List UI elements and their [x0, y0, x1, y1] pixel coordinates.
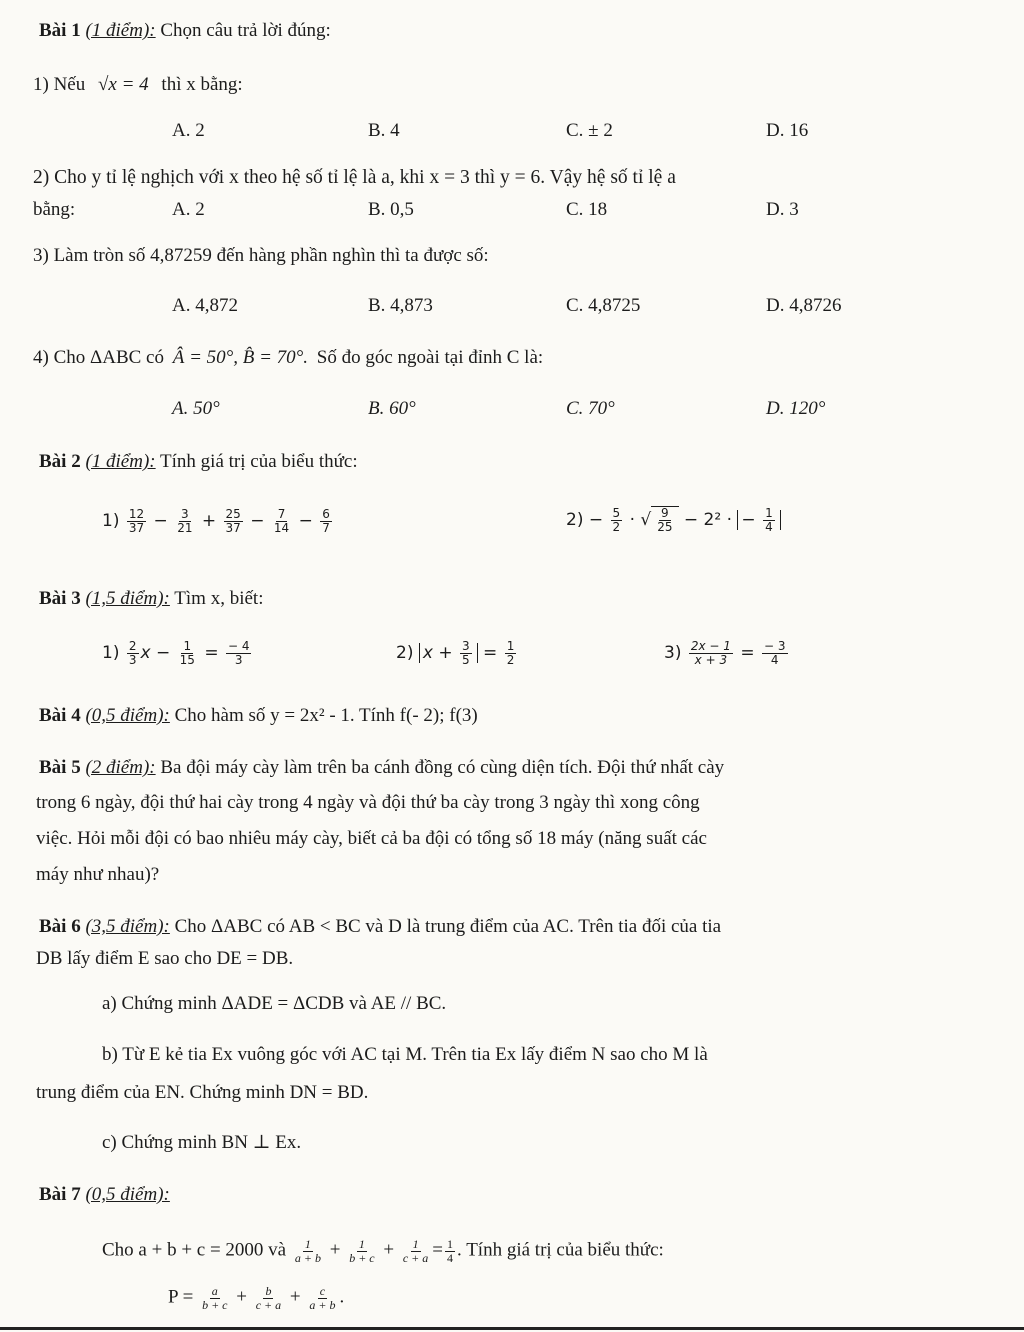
b5-text: Ba đội máy cày làm trên ba cánh đồng có cùng diện tích. Đội thứ nhất cày [160, 757, 725, 778]
den: 3 [128, 652, 137, 667]
op: − [250, 511, 265, 532]
fraction [200, 1285, 229, 1311]
den: c + a [255, 1297, 282, 1312]
b5-line3: việc. Hỏi mỗi đội có bao nhiêu máy cày, biết cả ba đội có tổng số 18 máy (năng suất các [36, 828, 707, 849]
den: 25 [657, 519, 673, 534]
den: 21 [177, 520, 193, 535]
fraction [272, 508, 291, 534]
den: 2 [506, 652, 515, 667]
fraction [505, 640, 517, 666]
num: 2x − 1 [690, 639, 731, 653]
b2-heading [39, 451, 358, 474]
op: − [155, 643, 171, 664]
op: + [236, 1286, 247, 1308]
den: 5 [461, 652, 470, 667]
label: 1) [102, 511, 120, 532]
b4-score: (0,5 điểm): [85, 705, 170, 726]
fraction [445, 1238, 455, 1264]
num: 25 [225, 507, 241, 521]
b7-given: Cho a + b + c = 2000 và $\frac{1}{a + b}$ + $\frac{1}{b + c}$ + $\frac{1}{c + a}$ = $\frac{1}{4}$ . Tính giá trị của biểu thức: [102, 1237, 664, 1265]
q4-opt-b: B. 60° [368, 398, 416, 419]
op: = [204, 643, 219, 664]
op: − [153, 511, 168, 532]
b2-prompt: Tính giá trị của biểu thức: [160, 451, 358, 472]
fraction [347, 1238, 376, 1264]
num: 3 [461, 639, 470, 653]
den: 4 [770, 652, 779, 667]
b7-given-text: Cho a + b + c = 2000 và [102, 1239, 287, 1261]
den: 14 [273, 520, 290, 535]
q4-opt-d: D. 120° [766, 398, 826, 419]
var: x [140, 643, 151, 664]
num: a [211, 1284, 218, 1298]
num: 7 [277, 507, 286, 521]
den: 4 [447, 1250, 454, 1265]
b5-title: Bài 5 [39, 757, 81, 778]
den: 2 [612, 519, 621, 534]
den: 37 [225, 520, 241, 535]
op: − 2² · [683, 510, 732, 531]
fraction [307, 1285, 337, 1311]
b5-line4: máy như nhau)? [36, 864, 160, 885]
b5-line2: trong 6 ngày, đội thứ hai cày trong 4 ngày và đội thứ ba cày trong 3 ngày thì xong công [36, 792, 700, 813]
den: 37 [128, 520, 145, 535]
num: 6 [322, 507, 330, 521]
q3-opt-d: D. 4,8726 [766, 295, 842, 316]
den: 15 [179, 652, 195, 667]
q4-opt-c: C. 70° [566, 398, 615, 419]
q1-opt-d: D. 16 [766, 120, 809, 141]
b6-part-b-line1: b) Từ E kẻ tia Ex vuông góc với AC tại M. Trên tia Ex lấy điểm N sao cho M là [102, 1044, 708, 1065]
fraction [655, 507, 674, 533]
radicand [651, 506, 678, 533]
den: 4 [765, 519, 773, 534]
b7-heading [39, 1184, 170, 1207]
label: 2) [566, 510, 584, 531]
den: c + a [402, 1250, 429, 1265]
num: 2 [128, 639, 137, 653]
abs-value [737, 506, 780, 534]
num: − 3 [763, 639, 786, 653]
b1-q2-line1: 2) Cho y tỉ lệ nghịch với x theo hệ số tỉ lệ là a, khi x = 3 thì y = 6. Vậy hệ số tỉ lệ a [33, 167, 676, 188]
num: 9 [661, 506, 669, 520]
label: 3) [664, 643, 682, 664]
b7-ask-text: Tính giá trị của biểu thức: [466, 1239, 664, 1261]
b7-title: Bài 7 [39, 1184, 81, 1205]
den: 7 [322, 520, 330, 535]
b3-expr-3 [664, 640, 790, 666]
fraction [175, 508, 194, 534]
op: = [432, 1239, 444, 1261]
num: 1 [304, 1237, 311, 1251]
fraction [401, 1238, 430, 1264]
fraction [762, 640, 788, 666]
num: 3 [181, 507, 189, 521]
q1-opt-a: A. 2 [172, 120, 205, 141]
num: 5 [612, 506, 621, 520]
b5-score: (2 điểm): [85, 757, 156, 778]
num: b [265, 1284, 272, 1298]
b4-text: Cho hàm số y = 2x² - 1. Tính f(- 2); f(3) [174, 705, 478, 726]
den: 3 [234, 652, 243, 667]
b1-title: Bài 1 [39, 20, 81, 41]
b2-expr-1 [102, 508, 334, 534]
b6-score: (3,5 điểm): [85, 916, 170, 937]
num: 1 [358, 1237, 365, 1251]
fraction [689, 640, 733, 666]
op: − [741, 510, 756, 531]
num: 1 [183, 639, 192, 653]
var: x + [422, 643, 453, 664]
den: a + b [294, 1250, 321, 1265]
b1-q1 [33, 74, 243, 97]
b6-line1 [39, 916, 721, 939]
bottom-divider [0, 1327, 1024, 1330]
q4-eq: Â = 50°, B̂ = 70°. [172, 347, 309, 368]
num: 1 [447, 1237, 454, 1251]
b2-expr-2 [566, 506, 781, 533]
q1-opt-b: B. 4 [368, 120, 400, 141]
q2-opt-b: B. 0,5 [368, 199, 414, 220]
b3-expr-1 [102, 640, 253, 666]
fraction [254, 1285, 283, 1311]
fraction [178, 640, 197, 666]
fraction [226, 640, 252, 666]
fraction [611, 507, 623, 533]
num: c [319, 1284, 326, 1298]
b1-q3: 3) Làm tròn số 4,87259 đến hàng phần nghìn thì ta được số: [33, 245, 489, 266]
fraction [127, 508, 146, 534]
den: x + 3 [694, 652, 728, 667]
q1-pre: 1) Nếu [33, 74, 86, 95]
fraction [224, 508, 243, 534]
fraction [320, 508, 332, 534]
num: 1 [412, 1237, 419, 1251]
q3-opt-b: B. 4,873 [368, 295, 433, 316]
q3-opt-a: A. 4,872 [172, 295, 238, 316]
abs-value [419, 639, 478, 667]
fraction [460, 640, 472, 666]
b1-q4 [33, 347, 543, 370]
label: 2) [396, 643, 414, 664]
b2-score: (1 điểm): [85, 451, 156, 472]
b6-part-a: a) Chứng minh ΔADE = ΔCDB và AE // BC. [102, 993, 447, 1014]
op: + [383, 1239, 395, 1261]
q4-opt-a: A. 50° [172, 398, 220, 419]
q1-eq: √x = 4 [97, 74, 149, 95]
op: + [329, 1239, 341, 1261]
op: + [201, 511, 217, 532]
op: − [588, 510, 604, 531]
label: 1) [102, 643, 120, 664]
op: · [629, 510, 635, 531]
den: a + b [309, 1297, 336, 1312]
b6-text: Cho ΔABC có AB < BC và D là trung điểm của AC. Trên tia đối của tia [174, 916, 722, 937]
fraction [763, 507, 775, 533]
fraction [293, 1238, 323, 1264]
q1-opt-c: C. ± 2 [566, 120, 613, 141]
b3-expr-2 [396, 640, 518, 666]
q4-post: Số đo góc ngoài tại đỉnh C là: [316, 347, 544, 368]
op: + [289, 1286, 301, 1308]
b7-score: (0,5 điểm): [85, 1184, 170, 1205]
b6-part-c: c) Chứng minh BN ⊥ Ex. [102, 1132, 302, 1153]
q4-pre: 4) Cho ΔABC có [33, 347, 164, 368]
op: = [740, 643, 755, 664]
op: = [483, 643, 498, 664]
b6-line2: DB lấy điểm E sao cho DE = DB. [36, 948, 294, 969]
b4-title: Bài 4 [39, 705, 81, 726]
b1-heading [39, 20, 331, 43]
den: b + c [202, 1297, 228, 1312]
num: 1 [765, 506, 773, 520]
b3-title: Bài 3 [39, 588, 81, 609]
num: − 4 [227, 639, 250, 653]
q2-opt-a: A. 2 [172, 199, 205, 220]
b3-score: (1,5 điểm): [85, 588, 170, 609]
b6-title: Bài 6 [39, 916, 81, 937]
b3-heading [39, 588, 263, 611]
b5-line1 [39, 757, 724, 780]
op: − [298, 511, 313, 532]
sqrt-icon: √ [640, 510, 652, 531]
b3-prompt: Tìm x, biết: [174, 588, 264, 609]
b4-line [39, 705, 478, 728]
q2-lead: bằng: [33, 199, 76, 220]
p-label: P = [168, 1286, 194, 1308]
b1-prompt: Chọn câu trả lời đúng: [160, 20, 331, 41]
q2-opt-c: C. 18 [566, 199, 608, 220]
fraction [127, 640, 139, 666]
b2-title: Bài 2 [39, 451, 81, 472]
b1-score: (1 điểm): [85, 20, 156, 41]
q3-opt-c: C. 4,8725 [566, 295, 641, 316]
num: 1 [506, 639, 515, 653]
num: 12 [128, 507, 145, 521]
b7-expression: P = $\frac{a}{b + c}$ + $\frac{b}{c + a}$ + $\frac{c}{a + b}$ . [168, 1284, 345, 1312]
b6-part-b-line2: trung điểm của EN. Chứng minh DN = BD. [36, 1082, 369, 1103]
den: b + c [349, 1250, 375, 1265]
q2-opt-d: D. 3 [766, 199, 799, 220]
q1-post: thì x bằng: [161, 74, 243, 95]
